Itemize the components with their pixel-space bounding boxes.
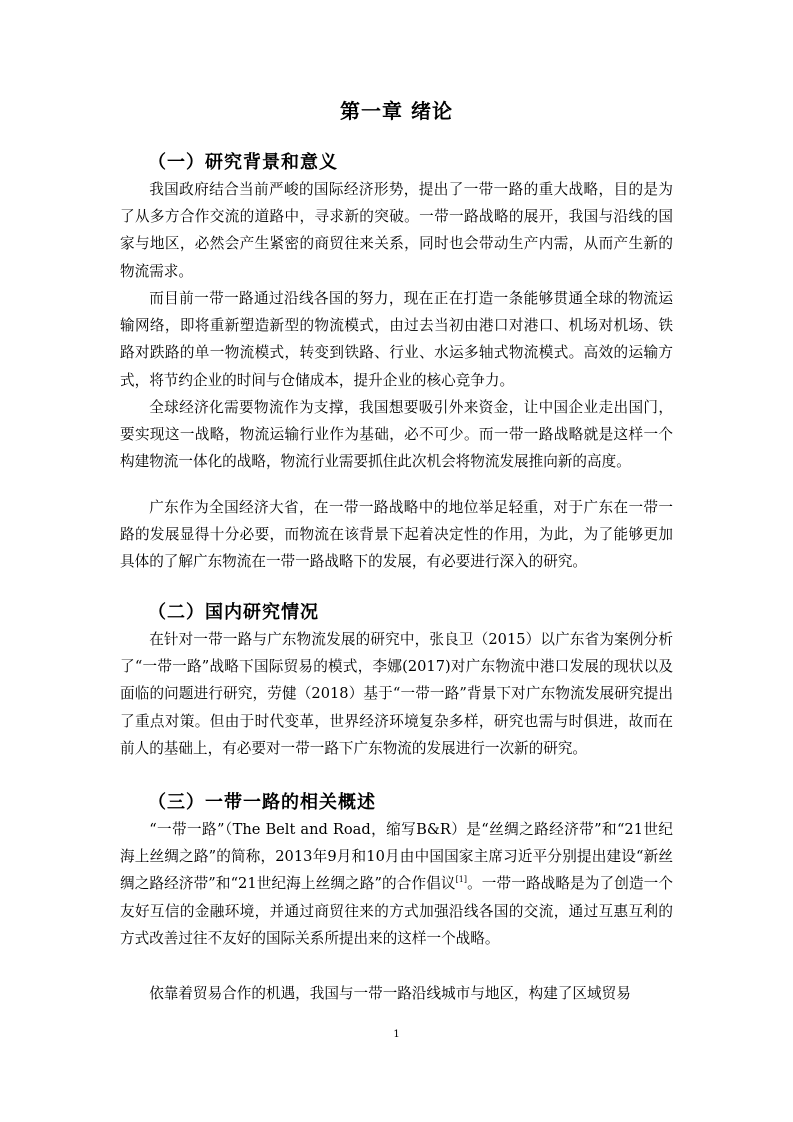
page-number: 1 <box>393 1029 400 1040</box>
paragraph: 在针对一带一路与广东物流发展的研究中，张良卫（2015）以广东省为案例分析了“一带一路”战略下国际贸易的模式，李娜(2017)对广东物流中港口发展的现状以及面临的问题进行研究，劳健（2018）基于“一带一路”背景下对广东物流发展研究提出了重点对策。但由于时代变革，世界经济环境复杂多样，研究也需与时俱进，故而在前人的基础上，有必要对一带一路下广东物流的发展进行一次新的研究。 <box>120 631 673 757</box>
section-heading-belt-and-road-overview: （三）一带一路的相关概述 <box>148 792 376 813</box>
paragraph: 我国政府结合当前严峻的国际经济形势，提出了一带一路的重大战略，目的是为了从多方合作交流的道路中，寻求新的突破。一带一路战略的展开，我国与沿线的国家与地区，必然会产生紧密的商贸往来关系，同时也会带动生产内需，从而产生新的物流需求。 <box>120 181 673 280</box>
chapter-title: 第一章 绪论 <box>340 99 453 123</box>
section-heading-background: （一）研究背景和意义 <box>148 152 338 173</box>
section-heading-domestic-research: （二）国内研究情况 <box>148 602 319 623</box>
paragraph: 广东作为全国经济大省，在一带一路战略中的地位举足轻重，对于广东在一带一路的发展显得十分必要，而物流在该背景下起着决定性的作用，为此，为了能够更加具体的了解广东物流在一带一路战略下的发展，有必要进行深入的研究。 <box>120 499 673 571</box>
paragraph-text: 。一带一路战略是为了创造一个友好互信的金融环境，并通过商贸往来的方式加强沿线各国的交流，通过互惠互利的方式改善过往不友好的国际关系所提出来的这样一个战略。 <box>120 875 673 947</box>
paragraph: 依靠着贸易合作的机遇，我国与一带一路沿线城市与地区，构建了区域贸易 <box>149 985 631 1002</box>
citation-ref: [1] <box>455 875 467 885</box>
paragraph-text: “一带一路”（The Belt and Road，缩写B&R）是“丝绸之路经济带”和“21世纪海上丝绸之路”的简称，2013年9月和10月由中国国家主席习近平分别提出建设“新丝绸之路经济带”和“21世纪海上丝绸之路”的合作倡议 <box>120 821 673 893</box>
paragraph: 而目前一带一路通过沿线各国的努力，现在正在打造一条能够贯通全球的物流运输网络，即将重新塑造新型的物流模式，由过去当初由港口对港口、机场对机场、铁路对跌路的单一物流模式，转变到铁路、行业、水运多轴式物流模式。高效的运输方式，将节约企业的时间与仓储成本，提升企业的核心竞争力。 <box>120 290 673 389</box>
paragraph-with-citation <box>120 816 673 952</box>
paragraph: 全球经济化需要物流作为支撑，我国想要吸引外来资金，让中国企业走出国门，要实现这一战略，物流运输行业作为基础，必不可少。而一带一路战略就是这样一个构建物流一体化的战略，物流行业需要抓住此次机会将物流发展推向新的高度。 <box>120 399 673 471</box>
